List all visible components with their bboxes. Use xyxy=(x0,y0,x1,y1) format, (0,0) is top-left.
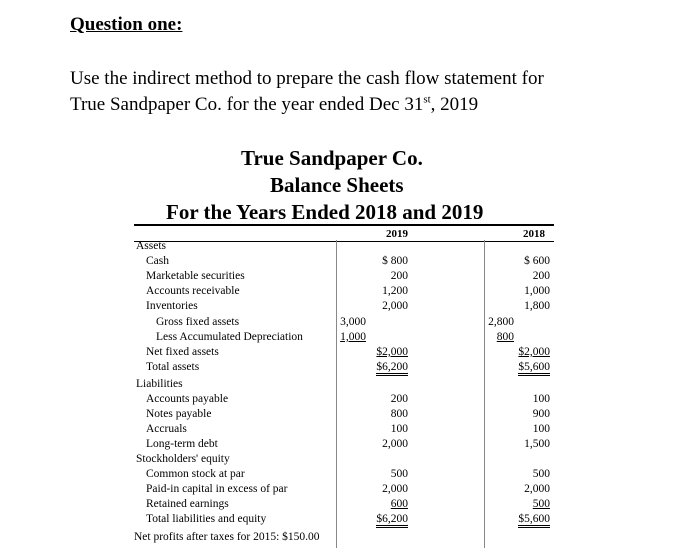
instruction-line-2-start: True Sandpaper Co. for the year ended Dec 31 xyxy=(70,94,424,115)
value-2018: 500 xyxy=(532,498,550,510)
instruction-line-2 xyxy=(70,92,670,118)
instruction-line-1: Use the indirect method to prepare the cash flow statement for xyxy=(70,68,544,89)
row-label: Marketable securities xyxy=(146,270,245,282)
table-row xyxy=(134,468,554,483)
value-2019: $ 800 xyxy=(382,255,408,267)
row-label: Total assets xyxy=(146,361,200,373)
value-2019: $6,200 xyxy=(376,513,408,528)
value-2019: 200 xyxy=(390,270,408,282)
table-row xyxy=(134,408,554,423)
value-2018: $ 600 xyxy=(524,255,550,267)
question-heading: Question one: xyxy=(70,14,183,35)
row-label: Accounts payable xyxy=(146,393,229,405)
value-2019: 500 xyxy=(390,468,408,480)
value-2019: 200 xyxy=(390,393,408,405)
row-label: Paid-in capital in excess of par xyxy=(146,483,288,495)
table-row xyxy=(134,483,554,498)
row-label: Liabilities xyxy=(136,378,183,390)
row-label: Net fixed assets xyxy=(146,346,219,358)
table-row xyxy=(134,240,554,255)
statement-period: For the Years Ended 2018 and 2019 xyxy=(166,200,484,224)
column-divider-left xyxy=(336,240,337,548)
value-2019: 100 xyxy=(390,423,408,435)
value-2019: 2,000 xyxy=(382,300,408,312)
table-row xyxy=(134,423,554,438)
table-row xyxy=(134,331,554,346)
value-2018: 1,800 xyxy=(524,300,550,312)
value-2018: 900 xyxy=(532,408,550,420)
table-row xyxy=(134,361,554,376)
inner-value-2019: 3,000 xyxy=(340,316,366,328)
row-label: Accruals xyxy=(146,423,187,435)
value-2018: 100 xyxy=(532,393,550,405)
table-row xyxy=(134,270,554,285)
row-label: Gross fixed assets xyxy=(156,316,240,328)
row-label: Less Accumulated Depreciation xyxy=(156,331,303,343)
table-row xyxy=(134,513,554,528)
table-row xyxy=(134,300,554,315)
row-label: Retained earnings xyxy=(146,498,229,510)
column-header-2018: 2018 xyxy=(523,228,545,240)
value-2019: 2,000 xyxy=(382,438,408,450)
row-label: Long-term debt xyxy=(146,438,218,450)
row-label: Cash xyxy=(146,255,169,267)
value-2018: 1,000 xyxy=(524,285,550,297)
value-2019: $6,200 xyxy=(376,361,408,376)
value-2018: $5,600 xyxy=(518,513,550,528)
table-row xyxy=(134,346,554,361)
value-2018: 200 xyxy=(532,270,550,282)
table-top-rule xyxy=(134,224,554,226)
table-row xyxy=(134,316,554,331)
column-header-2019: 2019 xyxy=(386,228,408,240)
footer-note: Net profits after taxes for 2015: $150.00 xyxy=(134,531,320,543)
row-label: Common stock at par xyxy=(146,468,245,480)
row-label: Inventories xyxy=(146,300,198,312)
instruction-line-2-end: , 2019 xyxy=(430,94,479,115)
table-row xyxy=(134,378,554,393)
company-name: True Sandpaper Co. xyxy=(241,146,423,170)
table-row xyxy=(134,453,554,468)
value-2019: 2,000 xyxy=(382,483,408,495)
value-2018: $5,600 xyxy=(518,361,550,376)
value-2018: $2,000 xyxy=(518,346,550,358)
value-2019: $2,000 xyxy=(376,346,408,358)
value-2018: 1,500 xyxy=(524,438,550,450)
row-label: Stockholders' equity xyxy=(136,453,230,465)
value-2019: 1,200 xyxy=(382,285,408,297)
row-label: Accounts receivable xyxy=(146,285,240,297)
value-2019: 600 xyxy=(390,498,408,510)
instruction-text xyxy=(70,66,670,118)
inner-value-2019: 1,000 xyxy=(340,331,366,343)
table-row xyxy=(134,255,554,270)
row-label: Total liabilities and equity xyxy=(146,513,267,525)
value-2018: 2,000 xyxy=(524,483,550,495)
ordinal-suffix: st xyxy=(423,93,431,106)
balance-sheet-table xyxy=(134,224,554,544)
inner-value-2018: 2,800 xyxy=(488,316,514,328)
table-row xyxy=(134,393,554,408)
inner-value-2018: 800 xyxy=(496,331,514,343)
column-divider-right xyxy=(484,240,485,548)
value-2019: 800 xyxy=(390,408,408,420)
value-2018: 500 xyxy=(532,468,550,480)
table-row xyxy=(134,285,554,300)
value-2018: 100 xyxy=(532,423,550,435)
row-label: Assets xyxy=(136,240,167,252)
table-row xyxy=(134,438,554,453)
statement-title: Balance Sheets xyxy=(270,173,404,197)
table-row xyxy=(134,498,554,513)
row-label: Notes payable xyxy=(146,408,212,420)
